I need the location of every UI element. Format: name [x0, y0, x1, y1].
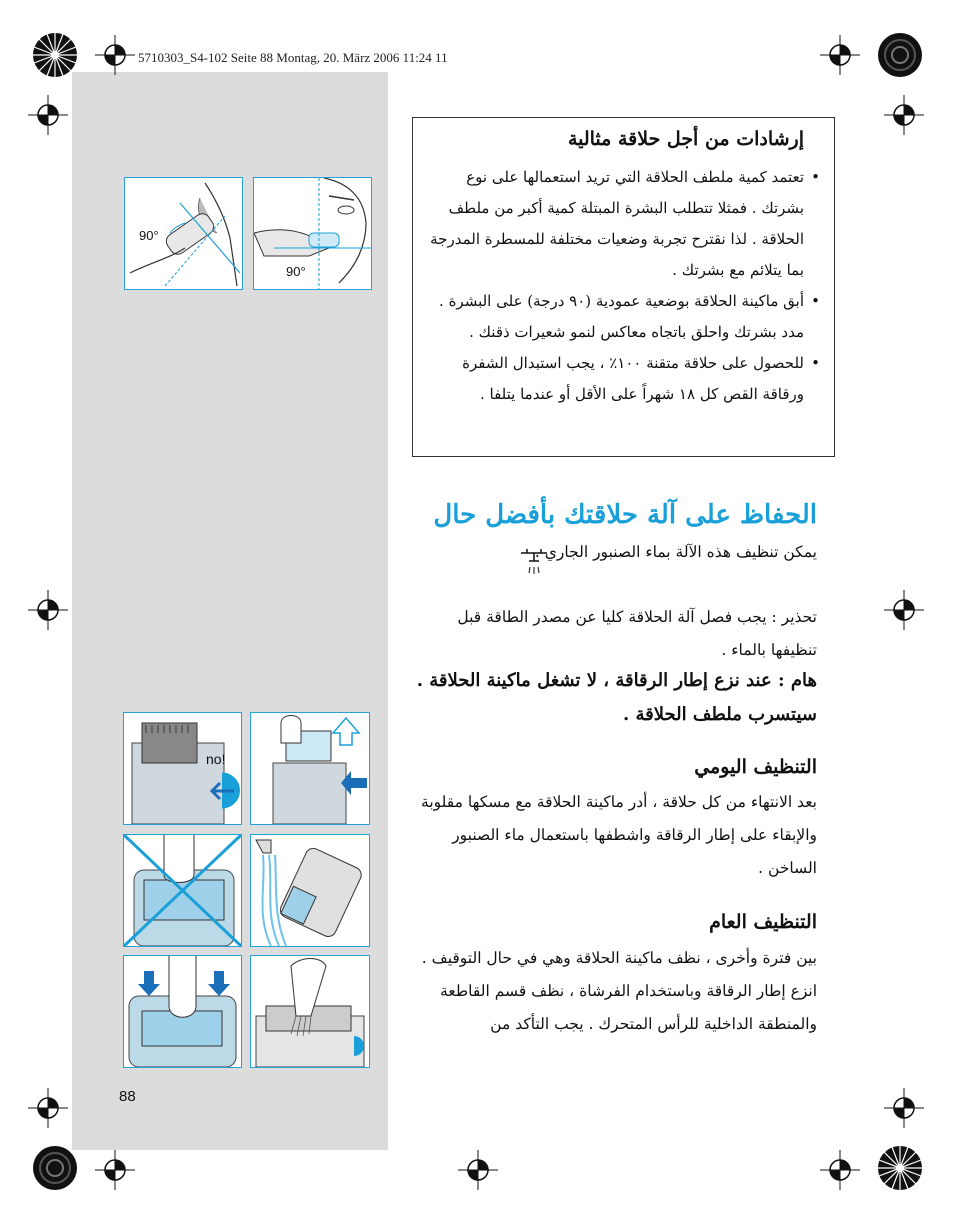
important-note: هام : عند نزع إطار الرقاقة ، لا تشغل ماكينة الحلاقة . سيتسرب ملطف الحلاقة . [416, 670, 817, 725]
print-header: 5710303_S4-102 Seite 88 Montag, 20. März 2006 11:24 11 [138, 50, 448, 65]
registration-mark-icon [875, 30, 925, 80]
list-item: • تعتمد كمية ملطف الحلاقة التي تريد استعمالها على نوع بشرتك . فمثلا تتطلب البشرة المبتلة كمية أكبر من ملطف الحلاقة . لذا نقترح تجربة وضعيات مختلفة للمسطرة المدرجة بما يتلائم مع بشرتك . [424, 162, 822, 286]
crosshair-mark-icon [28, 590, 68, 630]
crosshair-mark-icon [28, 95, 68, 135]
tips-title: إرشادات من أجل حلاقة مثالية [567, 128, 804, 150]
list-item: • أبق ماكينة الحلاقة بوضعية عمودية (٩٠ درجة) على البشرة . مدد بشرتك واحلق باتجاه معاكس لنمو شعيرات ذقنك . [424, 286, 822, 348]
angle-label: 90° [286, 264, 306, 279]
crosshair-mark-icon [95, 1150, 135, 1190]
figure-press-foil-release [123, 955, 242, 1068]
general-cleaning-heading: التنظيف العام [709, 911, 817, 933]
crosshair-mark-icon [884, 95, 924, 135]
figure-rinse-under-tap [250, 834, 370, 947]
page-number: 88 [119, 1088, 136, 1105]
list-item: • للحصول على حلاقة متقنة ١٠٠٪ ، يجب استبدال الشفرة ورقاقة القص كل ١٨ شهراً على الأقل أو عندما يتلفا . [424, 348, 822, 410]
general-cleaning-text: بين فترة وأخرى ، نظف ماكينة الحلاقة وهي في حال التوقيف . انزع إطار الرقاقة وباستخدام الفرشاة ، نظف قسم القاطعة والمنطقة الداخلية للرأس المتحرك . يجب التأكد من [421, 949, 817, 1033]
figure-brush-cleaning [250, 955, 370, 1068]
figure-remove-foil-frame [250, 712, 370, 825]
daily-cleaning-text: بعد الانتهاء من كل حلاقة ، أدر ماكينة الحلاقة مع مسكها مقلوبة والإبقاء على إطار الرقاقة واشطفها باستعمال ماء الصنبور الساخن . [421, 793, 817, 877]
figure-no-foil-removal [123, 712, 242, 825]
figure-shaving-angle-neck [124, 177, 243, 290]
section-title: الحفاظ على آلة حلاقتك بأفضل حال [433, 500, 817, 530]
registration-mark-icon [30, 30, 80, 80]
warning-text: تحذير : يجب فصل آلة الحلاقة كليا عن مصدر الطاقة قبل تنظيفها بالماء . [457, 608, 817, 659]
crosshair-mark-icon [28, 1088, 68, 1128]
daily-cleaning-heading: التنظيف اليومي [694, 756, 817, 778]
crosshair-mark-icon [95, 35, 135, 75]
tips-list [424, 162, 822, 410]
rinse-text: يمكن تنظيف هذه الآلة بماء الصنبور الجاري . [534, 543, 817, 561]
registration-mark-icon [30, 1143, 80, 1193]
crosshair-mark-icon [820, 1150, 860, 1190]
figure-no-pressing-foil [123, 834, 242, 947]
no-label: no! [206, 751, 226, 767]
crosshair-mark-icon [458, 1150, 498, 1190]
figure-shaving-angle-face [253, 177, 372, 290]
shaving-tips-box [412, 117, 835, 457]
crosshair-mark-icon [884, 590, 924, 630]
crosshair-mark-icon [884, 1088, 924, 1128]
registration-mark-icon [875, 1143, 925, 1193]
crosshair-mark-icon [820, 35, 860, 75]
angle-label: 90° [139, 228, 159, 243]
